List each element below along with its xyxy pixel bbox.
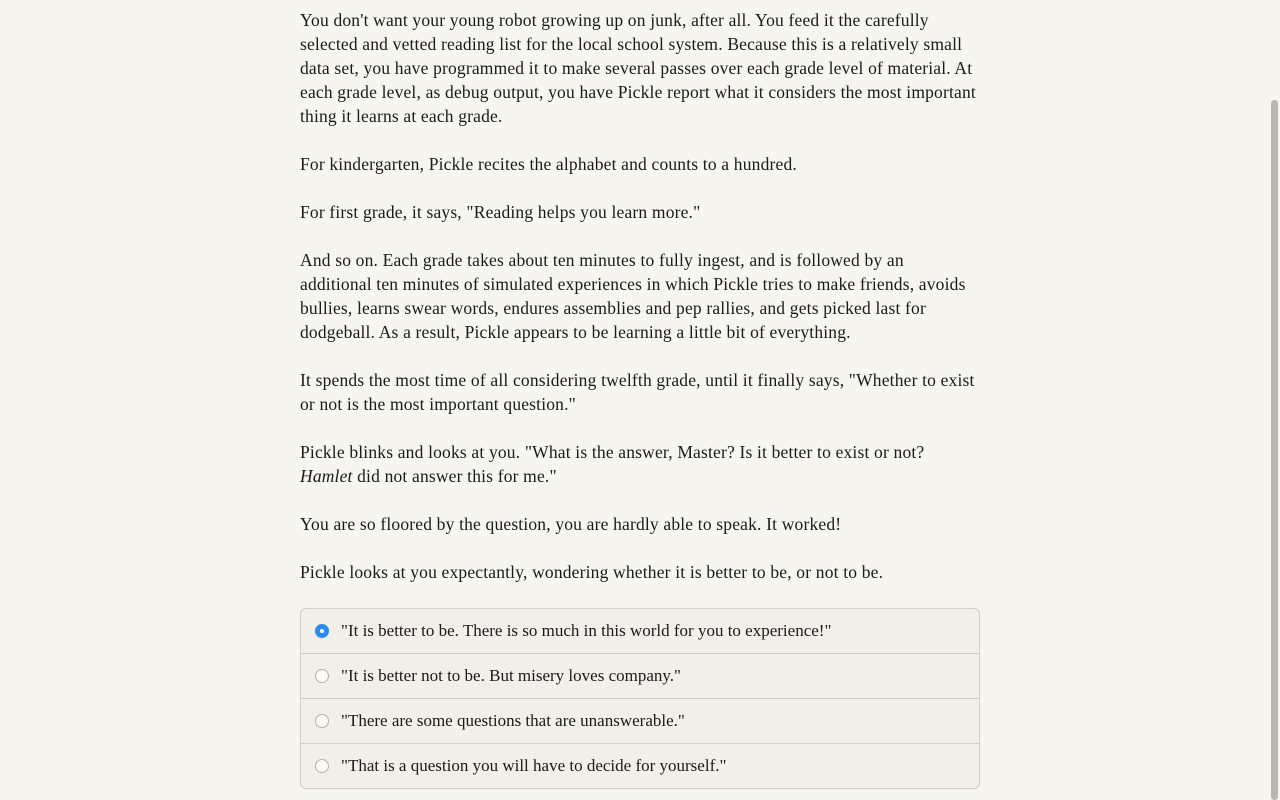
story-paragraph-with-title	[300, 440, 980, 488]
paragraph-text-before: Pickle blinks and looks at you. "What is the answer, Master? Is it better to exist or not?	[300, 442, 925, 462]
choice-option-label: "It is better to be. There is so much in this world for you to experience!"	[341, 621, 832, 640]
choice-option-3[interactable]	[301, 699, 979, 744]
radio-button-icon[interactable]	[315, 759, 329, 773]
radio-button-icon[interactable]	[315, 714, 329, 728]
choice-option-label: "There are some questions that are unanswerable."	[341, 711, 685, 730]
choice-option-label: "That is a question you will have to decide for yourself."	[341, 756, 727, 775]
choice-option-1[interactable]	[301, 609, 979, 654]
choice-option-4[interactable]	[301, 744, 979, 788]
story-content	[300, 0, 980, 789]
radio-button-icon[interactable]	[315, 669, 329, 683]
story-paragraph: Pickle looks at you expectantly, wondering whether it is better to be, or not to be.	[300, 562, 884, 582]
story-paragraph: For kindergarten, Pickle recites the alphabet and counts to a hundred.	[300, 154, 797, 174]
story-paragraph: You don't want your young robot growing up on junk, after all. You feed it the carefully selected and vetted reading list for the local school system. Because this is a relatively small data set, you have programmed it to make several passes over each grade level of material. At each grade level, as debug output, you have Pickle report what it considers the most important thing it learns at each grade.	[300, 10, 976, 126]
choice-list	[300, 608, 980, 789]
choice-option-label: "It is better not to be. But misery loves company."	[341, 666, 681, 685]
story-paragraph: And so on. Each grade takes about ten minutes to fully ingest, and is followed by an additional ten minutes of simulated experiences in which Pickle tries to make friends, avoids bullies, learns swear words, endures assemblies and pep rallies, and gets picked last for dodgeball. As a result, Pickle appears to be learning a little bit of everything.	[300, 250, 966, 342]
book-title: Hamlet	[300, 466, 353, 486]
vertical-scrollbar-thumb[interactable]	[1271, 100, 1278, 800]
choice-option-2[interactable]	[301, 654, 979, 699]
radio-button-icon[interactable]	[315, 624, 329, 638]
story-paragraph: It spends the most time of all considering twelfth grade, until it finally says, "Whether to exist or not is the most important question."	[300, 370, 975, 414]
vertical-scrollbar-track[interactable]	[1269, 0, 1280, 800]
story-paragraph: For first grade, it says, "Reading helps you learn more."	[300, 202, 701, 222]
story-paragraph: You are so floored by the question, you are hardly able to speak. It worked!	[300, 514, 842, 534]
paragraph-text-after: did not answer this for me."	[352, 466, 557, 486]
